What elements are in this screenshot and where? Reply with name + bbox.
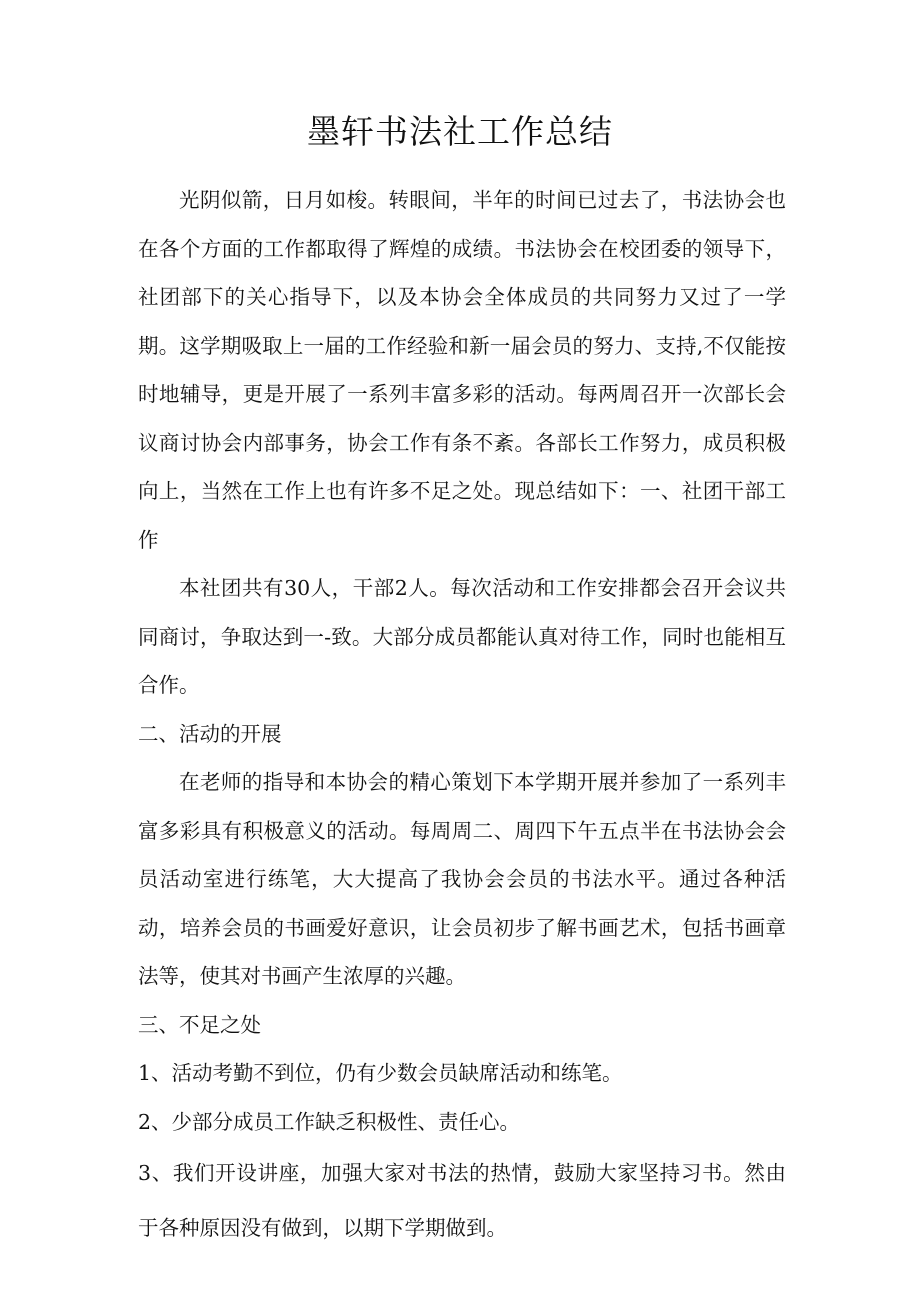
paragraph-intro: 光阴似箭，日月如梭。转眼间，半年的时间已过去了，书法协会也在各个方面的工作都取得了辉煌的成绩。书法协会在校团委的领导下，社团部下的关心指导下，以及本协会全体成员的共同努力又过了一学期。这学期吸取上一届的工作经验和新一届会员的努力、支持,不仅能按时地辅导，更是开展了一系列丰富多彩的活动。每两周召开一次部长会议商讨协会内部事务，协会工作有条不紊。各部长工作努力，成员积极向上，当然在工作上也有许多不足之处。现总结如下：一、社团干部工作	[138, 188, 786, 552]
list-item: 2、少部分成员工作缺乏积极性、责任心。	[138, 1109, 521, 1134]
section-heading-shortcomings: 三、不足之处	[138, 1012, 261, 1037]
list-item: 3、我们开设讲座，加强大家对书法的热情，鼓励大家坚持习书。然由于各种原因没有做到，以期下学期做到。	[138, 1161, 786, 1240]
document-body	[138, 176, 786, 1256]
paragraph-members: 本社团共有30人，干部2人。每次活动和工作安排都会召开会议共同商讨，争取达到一-致。大部分成员都能认真对待工作，同时也能相互合作。	[138, 576, 786, 697]
paragraph-activities: 在老师的指导和本协会的精心策划下本学期开展并参加了一系列丰富多彩具有积极意义的活动。每周周二、周四下午五点半在书法协会会员活动室进行练笔，大大提高了我协会会员的书法水平。通过各种活动，培养会员的书画爱好意识，让会员初步了解书画艺术，包括书画章法等，使其对书画产生浓厚的兴趣。	[138, 770, 786, 988]
list-item: 1、活动考勤不到位，仍有少数会员缺席活动和练笔。	[138, 1061, 623, 1085]
document-title: 墨轩书法社工作总结	[307, 112, 613, 151]
section-heading-activities: 二、活动的开展	[138, 721, 282, 746]
